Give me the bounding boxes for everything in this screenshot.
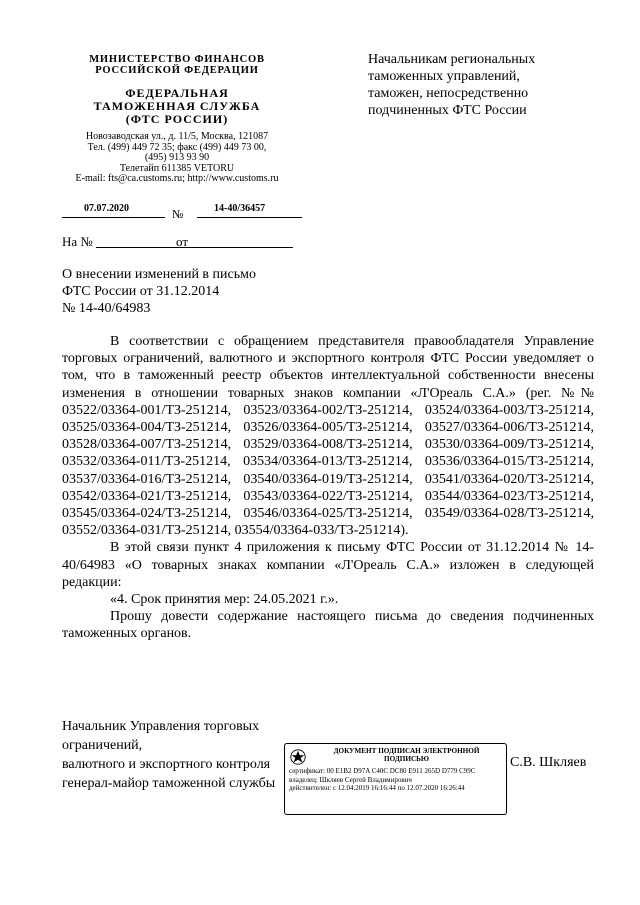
signer-position-line: Начальник Управления торговых ограничений,	[62, 719, 260, 753]
addressee-line: подчиненных ФТС России	[368, 103, 527, 118]
letterhead-organization	[62, 54, 292, 126]
reference-date-blank	[193, 247, 293, 248]
registration-number: 14-40/36457	[214, 203, 266, 214]
signer-name: С.В. Шкляев	[510, 755, 587, 770]
reference-row	[62, 234, 302, 254]
subject-line: № 14-40/64983	[62, 301, 151, 316]
teletype: Телетайп 611385 VETORU	[119, 162, 235, 174]
body-paragraph: Прошу довести содержание настоящего письма до сведения подчиненных таможенных органов.	[62, 609, 594, 642]
stamp-validity: действителен: с 12.04.2019 16:16:44 по 12.07.2020 16:26:44	[289, 784, 465, 792]
emblem-icon	[289, 748, 307, 766]
address: Новозаводская ул., д. 11/5, Москва, 121087	[85, 131, 269, 142]
org-ministry: МИНИСТЕРСТВО ФИНАНСОВ	[89, 54, 265, 65]
letter-subject	[62, 266, 362, 317]
stamp-title	[311, 747, 502, 763]
signer-position	[62, 717, 322, 793]
letter-body	[62, 333, 594, 643]
registration-row	[62, 203, 302, 225]
subject-line: ФТС России от 31.12.2014	[62, 284, 220, 299]
stamp-title-line2: ПОДПИСЬЮ	[384, 755, 429, 763]
org-service-line2: ТАМОЖЕННАЯ СЛУЖБА	[93, 99, 261, 113]
org-service-abbr: (ФТС РОССИИ)	[125, 112, 229, 126]
addressee-line: Начальникам региональных	[368, 52, 536, 67]
phone-fax: Тел. (499) 449 72 35; факс (499) 449 73 00,	[87, 141, 267, 153]
stamp-title-line1: ДОКУМЕНТ ПОДПИСАН ЭЛЕКТРОННОЙ	[333, 747, 480, 755]
stamp-owner: владелец: Шкляев Сергей Владимирович	[289, 775, 412, 784]
reference-date-label: от	[176, 234, 189, 249]
signer-position-line: валютного и экспортного контроля	[62, 757, 271, 772]
addressee-line: таможен, непосредственно	[368, 86, 529, 101]
body-paragraph: В этой связи пункт 4 приложения к письму ФТС России от 31.12.2014 № 14-40/64983 «О товарных знаках компании «Л'Ореаль С.А.» изложен в следующей редакции:	[62, 540, 594, 590]
registration-date: 07.07.2020	[84, 203, 129, 214]
addressee-line: таможенных управлений,	[368, 69, 520, 84]
addressee-block	[368, 51, 608, 119]
phone-extra: (495) 913 93 90	[144, 152, 210, 163]
org-service-line1: ФЕДЕРАЛЬНАЯ	[125, 86, 229, 100]
body-paragraph: В соответствии с обращением представителя правообладателя Управление торговых ограничений, валютного и экспортного контроля ФТС России уведомляет о том, что в таможенный реестр объектов интеллектуальной собственности внесены изменения в отношении товарных знаков компании «Л'Ореаль С.А.» (рег. №№ 03522/03364-001/ТЗ-251214, 03523/03364-002/ТЗ-251214, 03524/03364-003/ТЗ-251214, 03525/03364-004/ТЗ-251214, 03526/03364-005/ТЗ-251214, 03527/03364-006/ТЗ-251214, 03528/03364-007/ТЗ-251214, 03529/03364-008/ТЗ-251214, 03530/03364-009/ТЗ-251214, 03532/03364-011/ТЗ-251214, 03534/03364-013/ТЗ-251214, 03536/03364-015/ТЗ-251214, 03537/03364-016/ТЗ-251214, 03540/03364-019/ТЗ-251214, 03541/03364-020/ТЗ-251214, 03542/03364-021/ТЗ-251214, 03543/03364-022/ТЗ-251214, 03544/03364-023/ТЗ-251214, 03545/03364-024/ТЗ-251214, 03546/03364-025/ТЗ-251214, 03549/03364-028/ТЗ-251214, 03552/03364-031/ТЗ-251214, 03554/03364-033/ТЗ-251214).	[62, 334, 594, 539]
signer-position-line: генерал-майор таможенной службы	[62, 776, 276, 791]
date-underline	[62, 217, 165, 218]
reference-number-label: На №	[62, 234, 93, 249]
registration-number-label: №	[172, 207, 184, 221]
electronic-signature-stamp	[284, 743, 507, 815]
letterhead-contacts	[62, 132, 292, 185]
org-ministry-country: РОССИЙСКОЙ ФЕДЕРАЦИИ	[95, 65, 259, 76]
body-paragraph: «4. Срок принятия мер: 24.05.2021 г.».	[110, 592, 339, 608]
subject-line: О внесении изменений в письмо	[62, 267, 256, 282]
email-web: E-mail: fts@ca.customs.ru; http://www.customs.ru	[75, 173, 279, 184]
stamp-certificate: сертификат: 00 E1B2 D97A C40C DC80 E911 265D D779 C99C	[289, 767, 476, 775]
stamp-details	[289, 767, 502, 793]
number-underline	[197, 217, 302, 218]
